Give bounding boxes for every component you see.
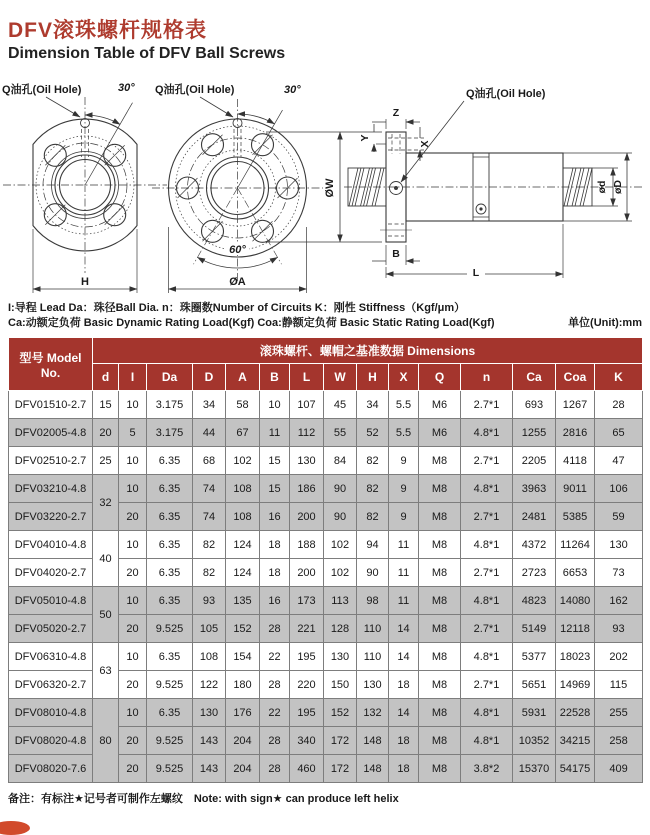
cell-A: 102 xyxy=(226,447,260,475)
cell-d: 63 xyxy=(93,643,119,699)
angle-60-label: 60° xyxy=(229,244,246,256)
cell-A: 67 xyxy=(226,419,260,447)
table-row xyxy=(9,699,643,727)
cell-Ca: 2723 xyxy=(513,559,556,587)
cell-I: 20 xyxy=(119,671,147,699)
table-row xyxy=(9,531,643,559)
cell-I: 20 xyxy=(119,615,147,643)
cell-n: 2.7*1 xyxy=(461,615,513,643)
cell-D: 74 xyxy=(193,475,226,503)
page-corner-decoration xyxy=(0,821,30,835)
dim-x-label: X xyxy=(419,140,431,148)
cell-A: 108 xyxy=(226,475,260,503)
cell-d: 15 xyxy=(93,391,119,419)
cell-Coa: 9011 xyxy=(556,475,595,503)
cell-Q: M8 xyxy=(419,559,461,587)
cell-L: 200 xyxy=(290,559,324,587)
cell-model: DFV08010-4.8 xyxy=(9,699,93,727)
cell-B: 18 xyxy=(260,531,290,559)
cell-B: 28 xyxy=(260,671,290,699)
dim-w-label: ØW xyxy=(324,178,336,198)
cell-B: 15 xyxy=(260,447,290,475)
cell-n: 2.7*1 xyxy=(461,447,513,475)
cell-n: 4.8*1 xyxy=(461,699,513,727)
cell-A: 154 xyxy=(226,643,260,671)
cell-I: 20 xyxy=(119,755,147,783)
cell-I: 10 xyxy=(119,643,147,671)
cell-B: 22 xyxy=(260,699,290,727)
cell-H: 98 xyxy=(357,587,389,615)
dim-b-label: B xyxy=(392,248,400,260)
cell-Coa: 1267 xyxy=(556,391,595,419)
cell-K: 202 xyxy=(595,643,643,671)
cell-B: 10 xyxy=(260,391,290,419)
cell-n: 2.7*1 xyxy=(461,559,513,587)
footnote: 备注：有标注★记号者可制作左螺纹 Note: with sign★ can produce left helix xyxy=(8,793,399,805)
cell-K: 258 xyxy=(595,727,643,755)
cell-L: 221 xyxy=(290,615,324,643)
column-header-W: W xyxy=(324,364,357,391)
cell-Ca: 1255 xyxy=(513,419,556,447)
cell-X: 18 xyxy=(389,755,419,783)
cell-I: 10 xyxy=(119,475,147,503)
cell-A: 135 xyxy=(226,587,260,615)
cell-L: 195 xyxy=(290,699,324,727)
cell-L: 460 xyxy=(290,755,324,783)
technical-drawing xyxy=(0,77,650,299)
column-header-H: H xyxy=(357,364,389,391)
oil-hole-label: Q油孔(Oil Hole) xyxy=(466,88,546,100)
cell-Coa: 18023 xyxy=(556,643,595,671)
cell-Q: M8 xyxy=(419,615,461,643)
cell-Coa: 34215 xyxy=(556,727,595,755)
cell-Da: 9.525 xyxy=(147,727,193,755)
cell-B: 28 xyxy=(260,755,290,783)
column-header-Q: Q xyxy=(419,364,461,391)
cell-n: 2.7*1 xyxy=(461,503,513,531)
dim-z-label: Z xyxy=(392,107,400,119)
oil-hole-label: Q油孔(Oil Hole) xyxy=(155,84,235,96)
cell-W: 102 xyxy=(324,559,357,587)
cell-Ca: 4372 xyxy=(513,531,556,559)
cell-A: 58 xyxy=(226,391,260,419)
title-block xyxy=(8,14,650,63)
cell-Ca: 3963 xyxy=(513,475,556,503)
cell-W: 152 xyxy=(324,699,357,727)
cell-d: 50 xyxy=(93,587,119,643)
table-row xyxy=(9,643,643,671)
cell-W: 130 xyxy=(324,643,357,671)
cell-Ca: 2205 xyxy=(513,447,556,475)
cell-D: 105 xyxy=(193,615,226,643)
cell-D: 68 xyxy=(193,447,226,475)
cell-X: 9 xyxy=(389,503,419,531)
cell-B: 28 xyxy=(260,615,290,643)
cell-B: 15 xyxy=(260,475,290,503)
cell-K: 130 xyxy=(595,531,643,559)
cell-d: 25 xyxy=(93,447,119,475)
cell-D: 34 xyxy=(193,391,226,419)
cell-A: 176 xyxy=(226,699,260,727)
cell-W: 90 xyxy=(324,503,357,531)
table-row xyxy=(9,391,643,419)
cell-D: 93 xyxy=(193,587,226,615)
cell-H: 94 xyxy=(357,531,389,559)
cell-Ca: 10352 xyxy=(513,727,556,755)
cell-I: 20 xyxy=(119,727,147,755)
cell-n: 4.8*1 xyxy=(461,475,513,503)
table-row xyxy=(9,419,643,447)
cell-K: 409 xyxy=(595,755,643,783)
cell-Coa: 14080 xyxy=(556,587,595,615)
cell-W: 172 xyxy=(324,727,357,755)
legend-line-2: Ca:动额定负荷 Basic Dynamic Rating Load(Kgf) Coa:静额定负荷 Basic Static Rating Load(Kgf) xyxy=(8,317,495,329)
cell-K: 106 xyxy=(595,475,643,503)
cell-model: DFV08020-7.6 xyxy=(9,755,93,783)
cell-model: DFV03220-2.7 xyxy=(9,503,93,531)
cell-A: 124 xyxy=(226,531,260,559)
cell-Da: 6.35 xyxy=(147,475,193,503)
cell-K: 93 xyxy=(595,615,643,643)
cell-model: DFV02005-4.8 xyxy=(9,419,93,447)
dim-l-label: L xyxy=(472,267,480,279)
cell-model: DFV02510-2.7 xyxy=(9,447,93,475)
cell-D: 82 xyxy=(193,559,226,587)
cell-n: 4.8*1 xyxy=(461,531,513,559)
cell-A: 204 xyxy=(226,755,260,783)
cell-L: 220 xyxy=(290,671,324,699)
cell-X: 14 xyxy=(389,643,419,671)
column-header-Da: Da xyxy=(147,364,193,391)
dim-y-label: Y xyxy=(359,134,371,142)
cell-H: 148 xyxy=(357,727,389,755)
cell-K: 65 xyxy=(595,419,643,447)
column-header-I: I xyxy=(119,364,147,391)
table-row xyxy=(9,587,643,615)
page-title: DFV滚珠螺杆规格表 xyxy=(8,19,207,42)
cell-Q: M8 xyxy=(419,447,461,475)
cell-D: 74 xyxy=(193,503,226,531)
cell-A: 180 xyxy=(226,671,260,699)
cell-Da: 6.35 xyxy=(147,503,193,531)
cell-W: 90 xyxy=(324,475,357,503)
cell-K: 115 xyxy=(595,671,643,699)
cell-Q: M8 xyxy=(419,671,461,699)
cell-D: 143 xyxy=(193,755,226,783)
column-header-d: d xyxy=(93,364,119,391)
dim-d-big-label: øD xyxy=(612,180,624,194)
cell-Da: 6.35 xyxy=(147,531,193,559)
cell-d: 20 xyxy=(93,419,119,447)
cell-Q: M6 xyxy=(419,391,461,419)
cell-L: 173 xyxy=(290,587,324,615)
cell-Coa: 12118 xyxy=(556,615,595,643)
dimension-table xyxy=(8,337,643,783)
cell-H: 34 xyxy=(357,391,389,419)
cell-W: 150 xyxy=(324,671,357,699)
cell-W: 172 xyxy=(324,755,357,783)
cell-I: 5 xyxy=(119,419,147,447)
cell-W: 45 xyxy=(324,391,357,419)
cell-Da: 6.35 xyxy=(147,587,193,615)
cell-H: 148 xyxy=(357,755,389,783)
cell-L: 200 xyxy=(290,503,324,531)
cell-Da: 6.35 xyxy=(147,447,193,475)
cell-D: 130 xyxy=(193,699,226,727)
cell-H: 130 xyxy=(357,671,389,699)
cell-H: 132 xyxy=(357,699,389,727)
cell-model: DFV08020-4.8 xyxy=(9,727,93,755)
cell-Q: M8 xyxy=(419,587,461,615)
column-header-n: n xyxy=(461,364,513,391)
cell-H: 90 xyxy=(357,559,389,587)
cell-n: 4.8*1 xyxy=(461,419,513,447)
cell-Ca: 5651 xyxy=(513,671,556,699)
cell-Coa: 4118 xyxy=(556,447,595,475)
table-row xyxy=(9,475,643,503)
cell-Ca: 2481 xyxy=(513,503,556,531)
column-header-L: L xyxy=(290,364,324,391)
cell-B: 22 xyxy=(260,643,290,671)
cell-Ca: 4823 xyxy=(513,587,556,615)
cell-Da: 6.35 xyxy=(147,559,193,587)
cell-I: 10 xyxy=(119,391,147,419)
cell-B: 16 xyxy=(260,503,290,531)
cell-Coa: 22528 xyxy=(556,699,595,727)
cell-I: 20 xyxy=(119,559,147,587)
page xyxy=(0,14,650,830)
cell-X: 11 xyxy=(389,587,419,615)
cell-Q: M8 xyxy=(419,643,461,671)
cell-model: DFV04020-2.7 xyxy=(9,559,93,587)
cell-model: DFV06310-4.8 xyxy=(9,643,93,671)
cell-Ca: 5931 xyxy=(513,699,556,727)
column-group-header: 滚珠螺杆、螺帽之基准数据 Dimensions xyxy=(93,338,643,364)
cell-H: 82 xyxy=(357,475,389,503)
cell-X: 11 xyxy=(389,531,419,559)
cell-K: 162 xyxy=(595,587,643,615)
page-subtitle: Dimension Table of DFV Ball Screws xyxy=(8,45,286,62)
cell-Ca: 15370 xyxy=(513,755,556,783)
cell-D: 143 xyxy=(193,727,226,755)
cell-Coa: 11264 xyxy=(556,531,595,559)
cell-L: 195 xyxy=(290,643,324,671)
cell-A: 204 xyxy=(226,727,260,755)
cell-H: 52 xyxy=(357,419,389,447)
cell-D: 44 xyxy=(193,419,226,447)
cell-X: 14 xyxy=(389,615,419,643)
cell-Q: M8 xyxy=(419,531,461,559)
cell-W: 55 xyxy=(324,419,357,447)
cell-Ca: 5377 xyxy=(513,643,556,671)
cell-D: 122 xyxy=(193,671,226,699)
cell-X: 9 xyxy=(389,475,419,503)
cell-B: 18 xyxy=(260,559,290,587)
cell-K: 47 xyxy=(595,447,643,475)
cell-Da: 9.525 xyxy=(147,671,193,699)
cell-model: DFV05010-4.8 xyxy=(9,587,93,615)
cell-Ca: 5149 xyxy=(513,615,556,643)
cell-I: 10 xyxy=(119,699,147,727)
cell-X: 18 xyxy=(389,671,419,699)
cell-H: 110 xyxy=(357,615,389,643)
cell-A: 124 xyxy=(226,559,260,587)
cell-model: DFV05020-2.7 xyxy=(9,615,93,643)
legend xyxy=(8,301,642,331)
flange-front-view-flat xyxy=(3,97,167,293)
column-header-model: 型号 Model No. xyxy=(9,338,93,391)
dim-d-small-label: ød xyxy=(596,180,608,194)
dim-h-label: H xyxy=(81,276,89,288)
cell-Q: M8 xyxy=(419,699,461,727)
cell-W: 128 xyxy=(324,615,357,643)
cell-Ca: 693 xyxy=(513,391,556,419)
cell-n: 3.8*2 xyxy=(461,755,513,783)
column-header-K: K xyxy=(595,364,643,391)
dim-a-label: ØA xyxy=(229,276,246,288)
cell-B: 16 xyxy=(260,587,290,615)
cell-Q: M8 xyxy=(419,475,461,503)
angle-30-label: 30° xyxy=(284,84,301,96)
oil-hole-label: Q油孔(Oil Hole) xyxy=(2,84,82,96)
legend-line-1: I:导程 Lead Da：珠径Ball Dia. n：珠圈数Number of Circuits K：刚性 Stiffness（Kgf/μm） xyxy=(8,302,466,314)
cell-H: 82 xyxy=(357,503,389,531)
cell-model: DFV01510-2.7 xyxy=(9,391,93,419)
cell-W: 113 xyxy=(324,587,357,615)
cell-Q: M8 xyxy=(419,727,461,755)
cell-n: 4.8*1 xyxy=(461,727,513,755)
cell-X: 5.5 xyxy=(389,419,419,447)
cell-Da: 3.175 xyxy=(147,419,193,447)
cell-Coa: 54175 xyxy=(556,755,595,783)
cell-I: 20 xyxy=(119,503,147,531)
cell-model: DFV04010-4.8 xyxy=(9,531,93,559)
cell-X: 5.5 xyxy=(389,391,419,419)
cell-Coa: 5385 xyxy=(556,503,595,531)
cell-H: 110 xyxy=(357,643,389,671)
cell-K: 73 xyxy=(595,559,643,587)
cell-L: 186 xyxy=(290,475,324,503)
cell-Da: 9.525 xyxy=(147,755,193,783)
table-row xyxy=(9,447,643,475)
column-header-D: D xyxy=(193,364,226,391)
cell-Q: M8 xyxy=(419,755,461,783)
cell-K: 28 xyxy=(595,391,643,419)
cell-d: 80 xyxy=(93,699,119,783)
cell-Coa: 2816 xyxy=(556,419,595,447)
cell-Da: 9.525 xyxy=(147,615,193,643)
cell-X: 9 xyxy=(389,447,419,475)
cell-K: 59 xyxy=(595,503,643,531)
cell-I: 10 xyxy=(119,447,147,475)
unit-label: 单位(Unit):mm xyxy=(568,317,642,329)
column-header-X: X xyxy=(389,364,419,391)
cell-K: 255 xyxy=(595,699,643,727)
cell-d: 32 xyxy=(93,475,119,531)
angle-30-label: 30° xyxy=(118,82,135,94)
cell-n: 2.7*1 xyxy=(461,671,513,699)
column-header-Coa: Coa xyxy=(556,364,595,391)
cell-X: 14 xyxy=(389,699,419,727)
cell-n: 4.8*1 xyxy=(461,587,513,615)
column-header-B: B xyxy=(260,364,290,391)
cell-D: 82 xyxy=(193,531,226,559)
cell-Q: M8 xyxy=(419,503,461,531)
cell-Q: M6 xyxy=(419,419,461,447)
cell-L: 188 xyxy=(290,531,324,559)
cell-W: 84 xyxy=(324,447,357,475)
cell-Da: 6.35 xyxy=(147,643,193,671)
cell-model: DFV06320-2.7 xyxy=(9,671,93,699)
cell-W: 102 xyxy=(324,531,357,559)
cell-n: 2.7*1 xyxy=(461,391,513,419)
cell-L: 112 xyxy=(290,419,324,447)
cell-A: 108 xyxy=(226,503,260,531)
cell-X: 18 xyxy=(389,727,419,755)
flange-front-view-round xyxy=(152,97,382,293)
cell-A: 152 xyxy=(226,615,260,643)
column-header-Ca: Ca xyxy=(513,364,556,391)
cell-Coa: 14969 xyxy=(556,671,595,699)
cell-D: 108 xyxy=(193,643,226,671)
cell-H: 82 xyxy=(357,447,389,475)
cell-B: 28 xyxy=(260,727,290,755)
cell-model: DFV03210-4.8 xyxy=(9,475,93,503)
cell-L: 130 xyxy=(290,447,324,475)
cell-n: 4.8*1 xyxy=(461,643,513,671)
cell-L: 107 xyxy=(290,391,324,419)
cell-B: 11 xyxy=(260,419,290,447)
cell-d: 40 xyxy=(93,531,119,587)
cell-Da: 6.35 xyxy=(147,699,193,727)
cell-L: 340 xyxy=(290,727,324,755)
cell-Coa: 6653 xyxy=(556,559,595,587)
cell-X: 11 xyxy=(389,559,419,587)
cell-Da: 3.175 xyxy=(147,391,193,419)
column-header-A: A xyxy=(226,364,260,391)
cell-I: 10 xyxy=(119,531,147,559)
cell-I: 10 xyxy=(119,587,147,615)
